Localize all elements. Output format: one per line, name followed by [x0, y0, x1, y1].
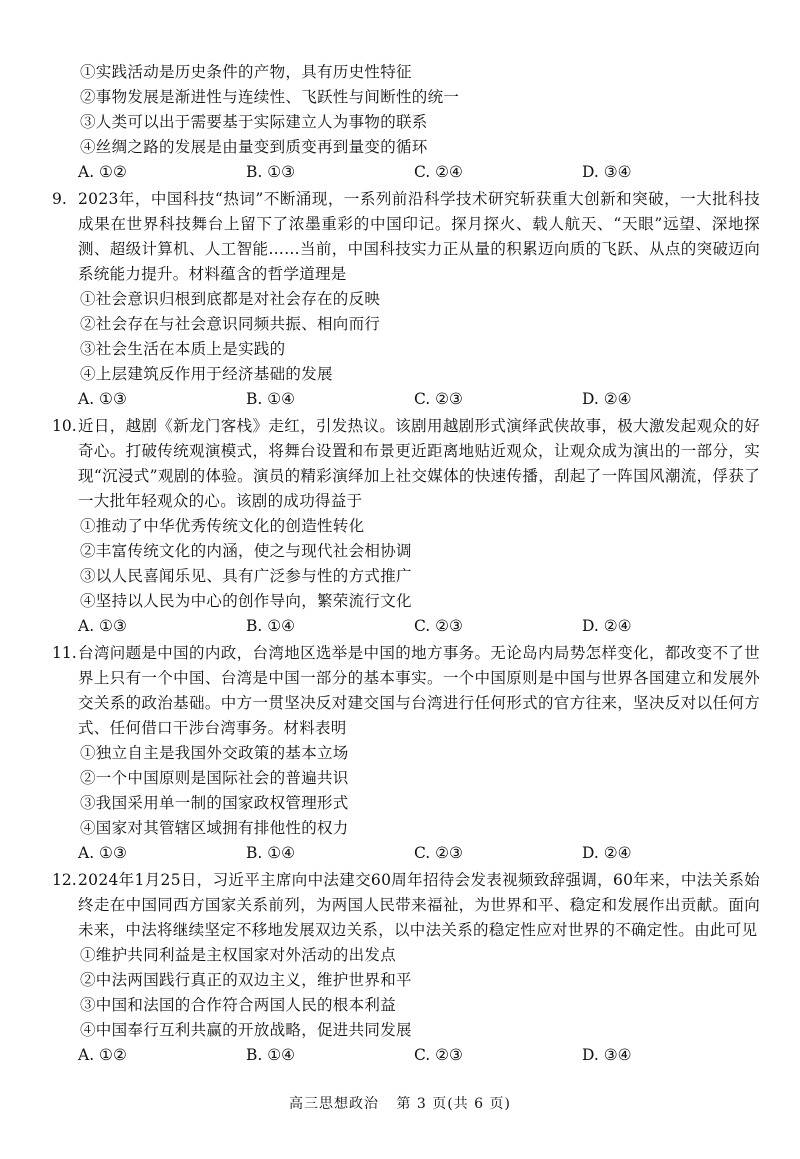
q10-stem: 近日，越剧《新龙门客栈》走红，引发热议。该剧用越剧形式演绎武侠故事，极大激发起观众的好奇心。打破传统观演模式，将舞台设置和布景更近距离地贴近观众，让观众成为演出的一部分，实现“沉浸式”观剧的体验。演员的精彩演绎加上社交媒体的快速传播，刮起了一阵国风潮流，俘获了一大批年轻观众的心。该剧的成功得益于 [78, 417, 760, 510]
q11-choices [78, 841, 760, 866]
q8-choice-b[interactable]: B. ①③ [246, 163, 296, 181]
footer-page-number: 第 3 页(共 6 页) [396, 1096, 511, 1112]
q8-choice-d[interactable]: D. ③④ [582, 163, 632, 181]
q12-option-1: ①维护共同利益是主权国家对外活动的出发点 [80, 946, 397, 964]
q11-choice-d[interactable]: D. ②④ [582, 844, 632, 862]
q12-choice-a[interactable]: A. ①② [78, 1046, 127, 1064]
footer-subject: 高三思想政治 [289, 1096, 379, 1112]
q11-option-2: ②一个中国原则是国际社会的普遍共识 [80, 769, 349, 787]
q11-option-3: ③我国采用单一制的国家政权管理形式 [80, 794, 349, 812]
question-9 [52, 187, 760, 412]
q10-option-1: ①推动了中华优秀传统文化的创造性转化 [80, 517, 365, 535]
q10-number: 10. [52, 417, 77, 435]
q11-option-1: ①独立自主是我国外交政策的基本立场 [80, 744, 349, 762]
q8-choices [78, 160, 760, 185]
q10-option-2: ②丰富传统文化的内涵，使之与现代社会相协调 [80, 542, 412, 560]
q9-choices [78, 387, 760, 412]
q9-option-3: ③社会生活在本质上是实践的 [80, 340, 286, 358]
q8-choice-a[interactable]: A. ①② [78, 163, 127, 181]
q8-choice-c[interactable]: C. ②④ [414, 163, 463, 181]
q10-choice-b[interactable]: B. ①④ [246, 617, 296, 635]
q9-choice-b[interactable]: B. ①④ [246, 390, 296, 408]
page-footer [0, 1093, 800, 1113]
q12-choice-c[interactable]: C. ②③ [414, 1046, 463, 1064]
question-12 [52, 868, 760, 1068]
q10-choice-a[interactable]: A. ①③ [78, 617, 127, 635]
question-11 [52, 641, 760, 866]
q8-option-3: ③人类可以出于需要基于实际建立人为事物的联系 [80, 113, 428, 131]
q12-option-2: ②中法两国践行真正的双边主义，维护世界和平 [80, 971, 412, 989]
q11-choice-b[interactable]: B. ①④ [246, 844, 296, 862]
q12-choices [78, 1043, 760, 1068]
q11-choice-a[interactable]: A. ①③ [78, 844, 127, 862]
q12-option-4: ④中国奉行互利共赢的开放战略，促进共同发展 [80, 1021, 412, 1039]
q8-option-2: ②事物发展是渐进性与连续性、飞跃性与间断性的统一 [80, 88, 460, 106]
q10-choice-d[interactable]: D. ②④ [582, 617, 632, 635]
q12-stem: 2024年1月25日，习近平主席向中法建交60周年招待会发表视频致辞强调，60年来，中法关系始终走在中国同西方国家关系前列，为两国人民带来福祉，为世界和平、稳定和发展作出贡献。面向未来，中法将继续坚定不移地发展双边关系，以中法关系的稳定性应对世界的不确定性。由此可见 [78, 871, 760, 939]
q9-choice-d[interactable]: D. ②④ [582, 390, 632, 408]
q11-option-4: ④国家对其管辖区域拥有排他性的权力 [80, 819, 349, 837]
q11-stem: 台湾问题是中国的内政，台湾地区选举是中国的地方事务。无论岛内局势怎样变化，都改变不了世界上只有一个中国、台湾是中国一部分的基本事实。一个中国原则是中国与世界各国建立和发展外交关系的政治基础。中方一贯坚决反对建交国与台湾进行任何形式的官方往来，坚决反对以任何方式、任何借口干涉台湾事务。材料表明 [78, 644, 760, 737]
q10-option-4: ④坚持以人民为中心的创作导向，繁荣流行文化 [80, 592, 412, 610]
q12-number: 12. [52, 871, 77, 889]
q10-choices [78, 614, 760, 639]
q10-option-3: ③以人民喜闻乐见、具有广泛参与性的方式推广 [80, 567, 412, 585]
question-8 [78, 60, 760, 185]
q9-option-2: ②社会存在与社会意识同频共振、相向而行 [80, 315, 381, 333]
q9-option-4: ④上层建筑反作用于经济基础的发展 [80, 365, 333, 383]
q12-choice-d[interactable]: D. ③④ [582, 1046, 632, 1064]
q8-option-1: ①实践活动是历史条件的产物，具有历史性特征 [80, 63, 412, 81]
q10-choice-c[interactable]: C. ②③ [414, 617, 463, 635]
q12-choice-b[interactable]: B. ①④ [246, 1046, 296, 1064]
q9-stem: 2023年，中国科技“热词”不断涌现，一系列前沿科学技术研究斩获重大创新和突破，一大批科技成果在世界科技舞台上留下了浓墨重彩的中国印记。探月探火、载人航天、“天眼”远望、深地探测、超级计算机、人工智能……当前，中国科技实力正从量的积累迈向质的飞跃、从点的突破迈向系统能力提升。材料蕴含的哲学道理是 [78, 190, 760, 283]
q8-option-4: ④丝绸之路的发展是由量变到质变再到量变的循环 [80, 138, 428, 156]
q11-number: 11. [52, 644, 77, 662]
q9-choice-a[interactable]: A. ①③ [78, 390, 127, 408]
q9-option-1: ①社会意识归根到底都是对社会存在的反映 [80, 290, 381, 308]
question-10 [52, 414, 760, 639]
q11-choice-c[interactable]: C. ②③ [414, 844, 463, 862]
q12-option-3: ③中国和法国的合作符合两国人民的根本利益 [80, 996, 397, 1014]
q9-number: 9. [52, 190, 67, 208]
q9-choice-c[interactable]: C. ②③ [414, 390, 463, 408]
